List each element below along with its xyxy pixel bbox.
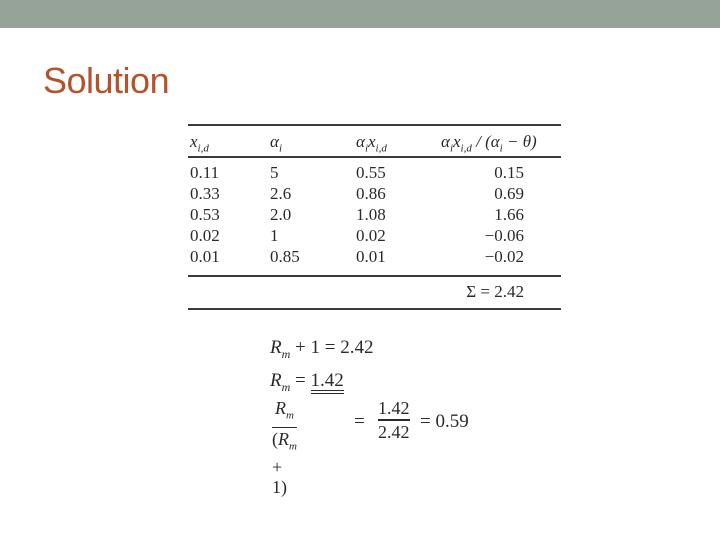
- cell: 2.0: [270, 205, 292, 224]
- cell: 0.02: [356, 226, 386, 245]
- data-table: [188, 124, 561, 311]
- rm-value: 1.42: [311, 372, 344, 394]
- cell: 0.01: [190, 247, 220, 266]
- cell: 1: [270, 226, 279, 245]
- cell: 1.66: [494, 205, 524, 224]
- ratio-denominator: 2.42: [378, 421, 410, 442]
- cell: −0.02: [484, 247, 524, 266]
- equation-rm: $R_m = 1.42$: [270, 370, 344, 394]
- cell: 0.86: [356, 184, 386, 203]
- header-alpha-i: $\alpha_i$: [270, 132, 282, 155]
- sum-cell: Σ = 2.42: [466, 282, 524, 301]
- table-sum-rule: [188, 275, 561, 277]
- ratio-rhs-fraction: [378, 398, 410, 442]
- top-accent-bar: [0, 0, 720, 28]
- cell: 0.53: [190, 205, 220, 224]
- cell: 0.33: [190, 184, 220, 203]
- cell: 2.6: [270, 184, 292, 203]
- cell: 5: [270, 163, 279, 182]
- cell: 0.85: [270, 247, 300, 266]
- cell: 0.11: [190, 163, 220, 182]
- table-bottom-rule: [188, 308, 561, 310]
- eq-sign: =: [354, 411, 365, 432]
- cell: 1.08: [356, 205, 386, 224]
- ratio-result: = 0.59: [420, 411, 469, 432]
- cell: 0.55: [356, 163, 386, 182]
- cell: 0.15: [494, 163, 524, 182]
- header-alpha-x-over-theta: $\alpha_ix_{i,d} / (\alpha_i - \theta)$: [441, 132, 537, 155]
- header-x-id: $x_{i,d}$: [190, 132, 209, 155]
- cell: 0.02: [190, 226, 220, 245]
- equation-rm-plus-one: $R_m + 1 = 2.42$: [270, 337, 374, 361]
- cell: 0.69: [494, 184, 524, 203]
- cell: −0.06: [484, 226, 524, 245]
- slide-title: Solution: [43, 60, 170, 101]
- eq1-value: 2.42: [340, 337, 374, 358]
- ratio-numerator: 1.42: [378, 398, 410, 418]
- table-top-rule: [188, 124, 561, 126]
- header-alpha-x: $\alpha_ix_{i,d}$: [356, 132, 387, 155]
- ratio-lhs-fraction: $R_m$ $(R_m + 1)$: [272, 398, 297, 497]
- cell: 0.01: [356, 247, 386, 266]
- table-header-rule: [188, 156, 561, 158]
